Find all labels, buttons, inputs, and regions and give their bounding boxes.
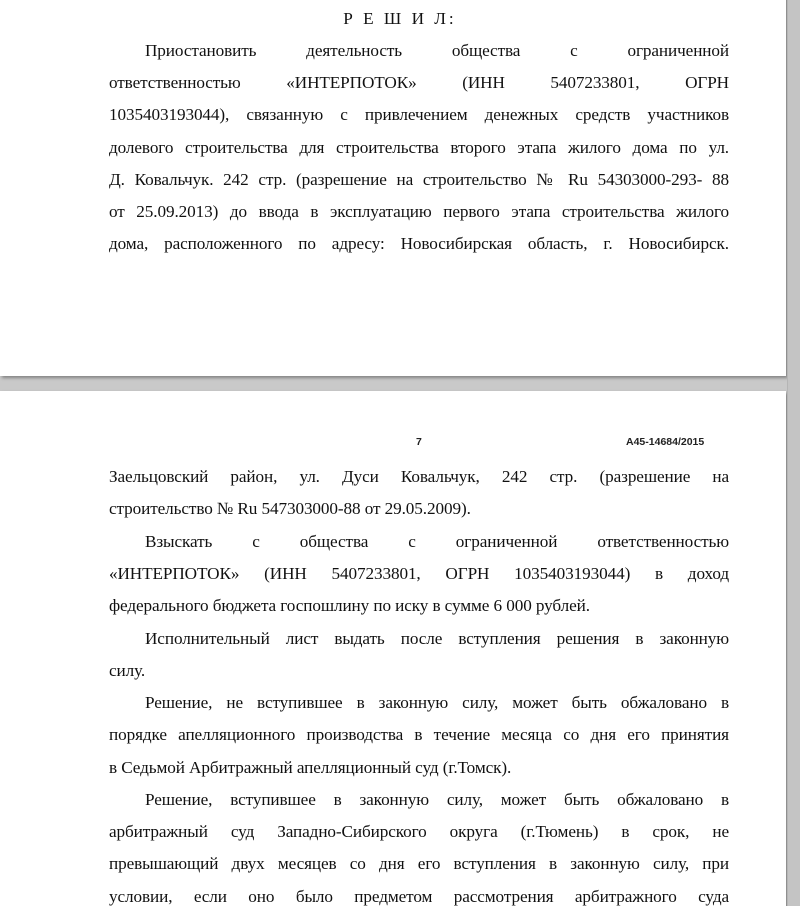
case-number: А45-14684/2015 [626,436,705,448]
text-line: Взыскать с общества с ограниченной ответственностью [145,532,729,551]
text-line: Д. Ковальчук. 242 стр. (разрешение на строительство № Ru 54303000-293- 88 [109,170,729,189]
document-page-7 [0,391,786,906]
document-page-6 [0,0,786,376]
text-line: Заельцовский район, ул. Дуси Ковальчук, 242 стр. (разрешение на [109,467,729,486]
decision-heading: Р Е Ш И Л: [343,9,457,28]
text-line: условии, если оно было предметом рассмотрения арбитражного суда [109,887,729,906]
text-line: порядке апелляционного производства в течение месяца со дня его принятия [109,725,729,744]
text-line: долевого строительства для строительства второго этапа жилого дома по ул. [109,138,729,157]
text-line: Решение, не вступившее в законную силу, может быть обжаловано в [145,693,729,712]
scrollbar-track[interactable] [787,0,800,906]
text-line: ответственностью «ИНТЕРПОТОК» (ИНН 5407233801, ОГРН [109,73,729,92]
text-line: 1035403193044), связанную с привлечением денежных средств участников [109,105,729,124]
text-line: Исполнительный лист выдать после вступления решения в законную [145,629,729,648]
text-line: силу. [109,661,146,680]
text-line: арбитражный суд Западно-Сибирского округа (г.Тюмень) в срок, не [109,822,729,841]
text-line: Приостановить деятельность общества с ограниченной [145,41,729,60]
text-line: Решение, вступившее в законную силу, может быть обжаловано в [145,790,729,809]
text-line: федерального бюджета госпошлину по иску в сумме 6 000 рублей. [109,596,590,615]
text-line: от 25.09.2013) до ввода в эксплуатацию первого этапа строительства жилого [109,202,729,221]
text-line: «ИНТЕРПОТОК» (ИНН 5407233801, ОГРН 1035403193044) в доход [109,564,729,583]
page-number: 7 [416,436,422,448]
text-line: дома, расположенного по адресу: Новосибирская область, г. Новосибирск. [109,234,729,253]
text-line: в Седьмой Арбитражный апелляционный суд (г.Томск). [109,758,512,777]
text-line: превышающий двух месяцев со дня его вступления в законную силу, при [109,854,729,873]
text-line: строительство № Ru 547303000-88 от 29.05.2009). [109,499,471,518]
